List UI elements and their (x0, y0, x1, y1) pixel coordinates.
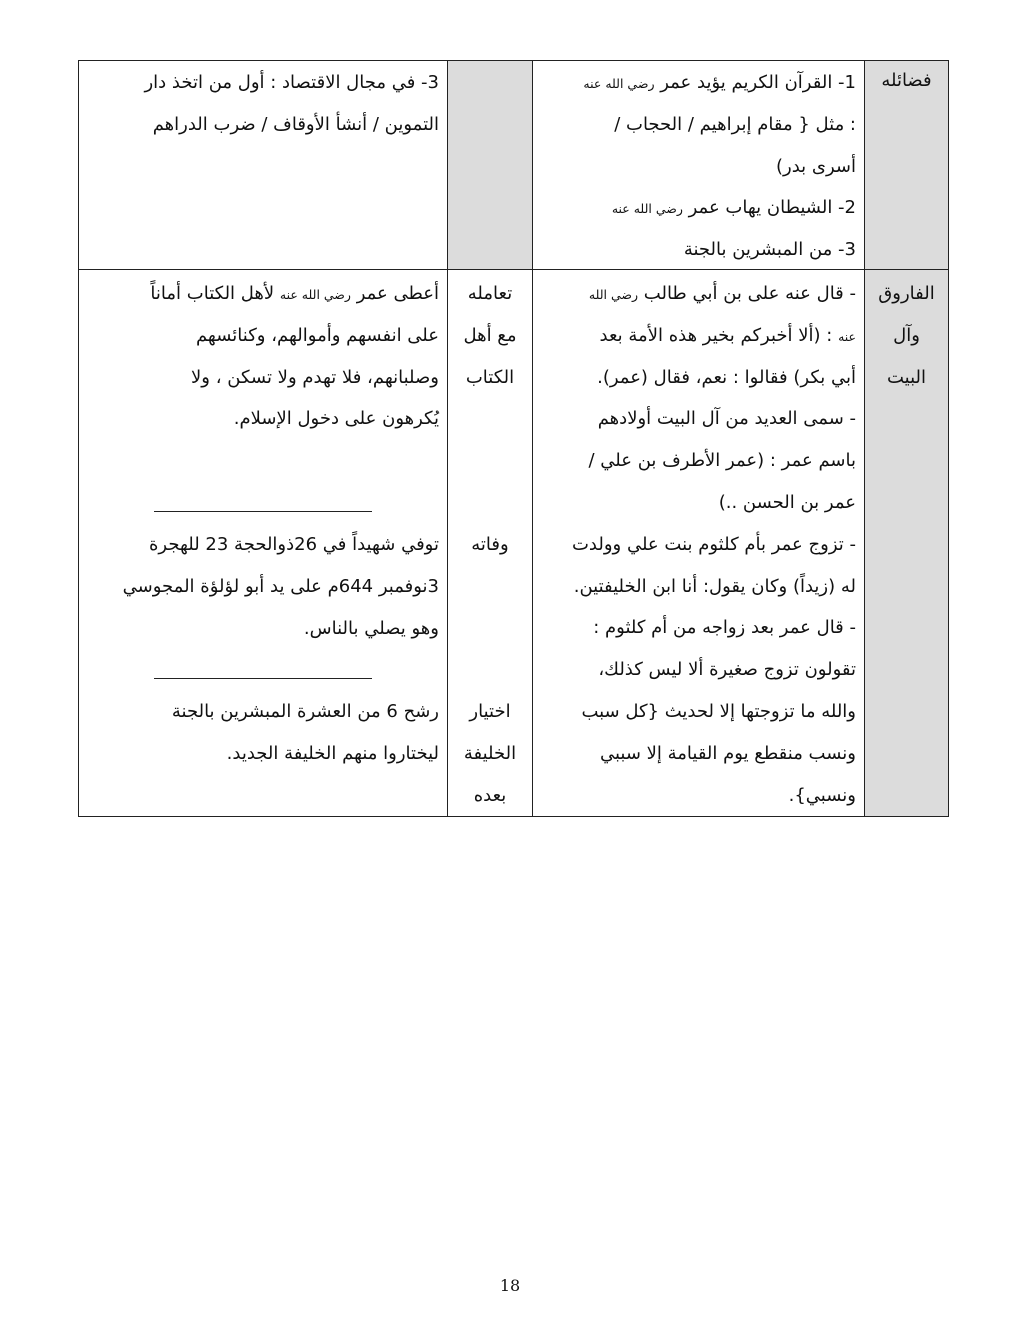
subheader-death (448, 524, 532, 566)
row2-header-text: الفاروق (878, 283, 935, 304)
row2-family-cell (540, 273, 856, 816)
people-of-book-cell (86, 273, 439, 440)
subheader-text: بعده (473, 784, 507, 806)
table-left-border (78, 60, 79, 817)
header-column-shade (864, 60, 949, 817)
subheader-people-of-book (448, 273, 532, 398)
death-cell (86, 524, 439, 649)
virtue-line: أسرى بدر) (776, 155, 856, 177)
subheader-successor (448, 691, 532, 816)
people-of-book-line: وصلبانهم، فلا تهدم ولا تسكن ، ولا (191, 366, 439, 388)
people-of-book-line: على انفسهم وأموالهم، وكنائسهم (195, 324, 439, 346)
page-number: 18 (499, 1276, 521, 1295)
family-line: - قال عمر بعد زواجه من أم كلثوم : (593, 617, 856, 639)
death-line: 3نوفمبر 644م على يد أبو لؤلؤة المجوسي (122, 575, 439, 597)
family-line: والله ما تزوجتها إلا لحديث {كل سبب (581, 700, 856, 722)
content-table (78, 60, 949, 817)
virtue-line: 1- القرآن الكريم يؤيد عمر رضي الله عنه (583, 72, 856, 93)
family-line: عنه : (ألا أخبركم بخير هذه الأمة بعد (599, 324, 856, 346)
row1-subheader-shade (448, 60, 532, 269)
family-line: تقولون تزوج صغيرة ألا ليس كذلك، (598, 659, 856, 681)
family-line: - قال عنه على بن أبي طالب رضي الله (588, 283, 856, 304)
successor-line: رشح 6 من العشرة المبشرين بالجنة (171, 701, 439, 722)
row2-header-text: البيت (886, 366, 927, 388)
subheader-text: اختيار (469, 701, 511, 722)
section-separator (154, 678, 372, 679)
table-top-border (78, 60, 949, 61)
people-of-book-line: يُكرهون على دخول الإسلام. (233, 408, 439, 430)
column-divider (864, 60, 865, 817)
row2-header-text: وآل (893, 324, 920, 346)
subheader-text: الخليفة (463, 742, 517, 764)
death-line: وهو يصلي بالناس. (303, 617, 439, 639)
family-line: باسم عمر : (عمر الأطرف بن علي / (588, 450, 856, 472)
subheader-text: الكتاب (465, 366, 515, 388)
row2-header-cell (865, 273, 948, 398)
row1-virtues-cell (540, 62, 856, 271)
economy-line: 3- في مجال الاقتصاد : أول من اتخذ دار (144, 72, 439, 93)
successor-cell (86, 691, 439, 775)
virtue-line: 3- من المبشرين بالجنة (683, 239, 856, 261)
table-right-border (948, 60, 949, 817)
subheader-text: مع أهل (463, 324, 517, 346)
economy-line: التموين / أنشأ الأوقاف / ضرب الدراهم (152, 113, 439, 135)
death-line: توفي شهيداً في 26ذوالحجة 23 للهجرة (148, 534, 439, 555)
virtue-line: 2- الشيطان يهاب عمر رضي الله عنه (611, 197, 856, 219)
section-separator (154, 511, 372, 512)
family-line: ونسب منقطع يوم القيامة إلا سببي (599, 742, 856, 764)
people-of-book-line: أعطى عمر رضي الله عنه لأهل الكتاب أماناً (150, 283, 439, 304)
row1-header-text: فضائله (881, 70, 932, 91)
family-line: - سمى العديد من آل البيت أولادهم (597, 408, 856, 430)
virtue-line: : مثل { مقام إبراهيم / الحجاب / (614, 113, 856, 135)
column-divider (532, 60, 533, 817)
successor-line: ليختاروا منهم الخليفة الجديد. (226, 742, 439, 764)
row1-economy-cell (86, 62, 439, 146)
family-line: ونسبي}. (788, 784, 856, 806)
family-line: أبي بكر) فقالوا : نعم، فقال (عمر). (597, 366, 856, 388)
subheader-text: تعامله (467, 283, 513, 304)
row1-header-cell (865, 60, 948, 102)
subheader-text: وفاته (471, 534, 509, 555)
family-line: له (زيداً) وكان يقول: أنا ابن الخليفتين. (573, 575, 856, 597)
family-line: - تزوج عمر بأم كلثوم بنت علي وولدت (571, 533, 856, 555)
family-line: عمر بن الحسن ..) (718, 491, 856, 513)
